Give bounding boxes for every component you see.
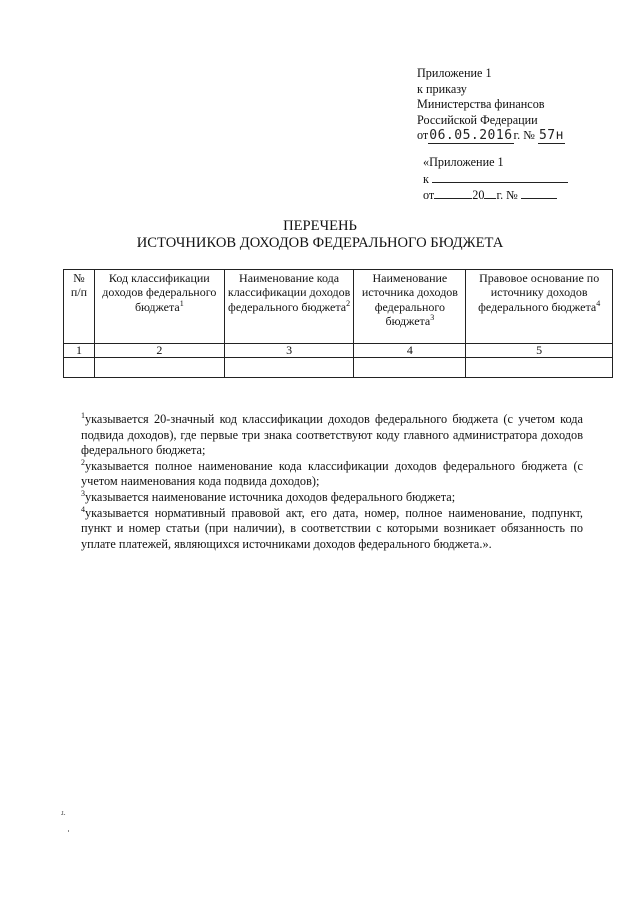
- table-number-row: [64, 344, 613, 358]
- appendix-date-blank: [434, 187, 472, 199]
- table-cell: 5: [466, 344, 613, 358]
- table-header-cell: № п/п: [64, 270, 95, 344]
- appendix-year-text: 20: [472, 188, 485, 202]
- document-title: ПЕРЕЧЕНЬ: [283, 218, 357, 234]
- approval-year-suffix: г. №: [513, 128, 535, 143]
- footnote-1: $^1$указывается 20-значный код классификации доходов федерального бюджета (с учетом кода подвида доходов), где первые три знака соответствуют коду главного администратора доходов федерального бюджета;: [81, 410, 583, 458]
- scan-speck: [68, 830, 69, 832]
- appendix-year-suffix: г. №: [496, 188, 518, 202]
- table-row: [64, 358, 613, 378]
- appendix-line-1: «Приложение 1: [423, 155, 504, 169]
- approval-date-value: 06.05.2016: [429, 128, 513, 144]
- table-cell: [224, 358, 354, 378]
- table-header-cell: Код классификации доходов федерального бюджета$^1$: [94, 270, 224, 344]
- approval-date-prefix: от: [417, 128, 429, 143]
- footnote-3: $^3$указывается наименование источника доходов федерального бюджета;: [81, 488, 456, 504]
- table-cell: 1: [64, 344, 95, 358]
- table-cell: [354, 358, 466, 378]
- footnotes: [81, 412, 583, 552]
- appendix-to-line: [423, 171, 568, 188]
- approval-line-1: Приложение 1: [417, 66, 492, 80]
- table-cell: [64, 358, 95, 378]
- appendix-block: [423, 155, 568, 204]
- table-header-cell: Наименование источника доходов федерального бюджета$^3$: [354, 270, 466, 344]
- approval-line-3: Министерства финансов: [417, 97, 545, 112]
- approval-number-value: 57н: [538, 128, 564, 144]
- appendix-to-prefix: к: [423, 171, 429, 186]
- revenue-sources-table: [63, 269, 613, 378]
- table-cell: 3: [224, 344, 354, 358]
- table-header-cell: Наименование кода классификации доходов федерального бюджета$^2$: [224, 270, 354, 344]
- margin-mark: ɹ.: [61, 808, 66, 817]
- appendix-from-prefix: от: [423, 188, 435, 202]
- appendix-number-blank: [521, 187, 557, 199]
- approval-line-4: Российской Федерации: [417, 112, 538, 127]
- footnote-4: $^4$указывается нормативный правовой акт, его дата, номер, полное наименование, подпункт, пункт и номер статьи (при наличии), в соответствии с которыми возникает обязанность по уплате платежей, являющихся источниками доходов федерального бюджета.».: [81, 504, 583, 551]
- table-cell: 4: [354, 344, 466, 358]
- table-cell: [94, 358, 224, 378]
- approval-line-2: к приказу: [417, 81, 467, 96]
- footnote-2: $^2$указывается полное наименование кода классификации доходов федерального бюджета (с учетом наименования кода подвида доходов);: [81, 457, 583, 489]
- approval-block: [417, 66, 565, 144]
- approval-date-line: [417, 128, 565, 144]
- table-cell: 2: [94, 344, 224, 358]
- appendix-year-blank: [484, 187, 496, 199]
- appendix-to-blank: [432, 171, 568, 183]
- table-header-row: [64, 270, 613, 344]
- table-header-cell: Правовое основание по источнику доходов федерального бюджета$^4$: [466, 270, 613, 344]
- appendix-from-line: [423, 187, 568, 204]
- document-subtitle: ИСТОЧНИКОВ ДОХОДОВ ФЕДЕРАЛЬНОГО БЮДЖЕТА: [136, 235, 504, 251]
- table-cell: [466, 358, 613, 378]
